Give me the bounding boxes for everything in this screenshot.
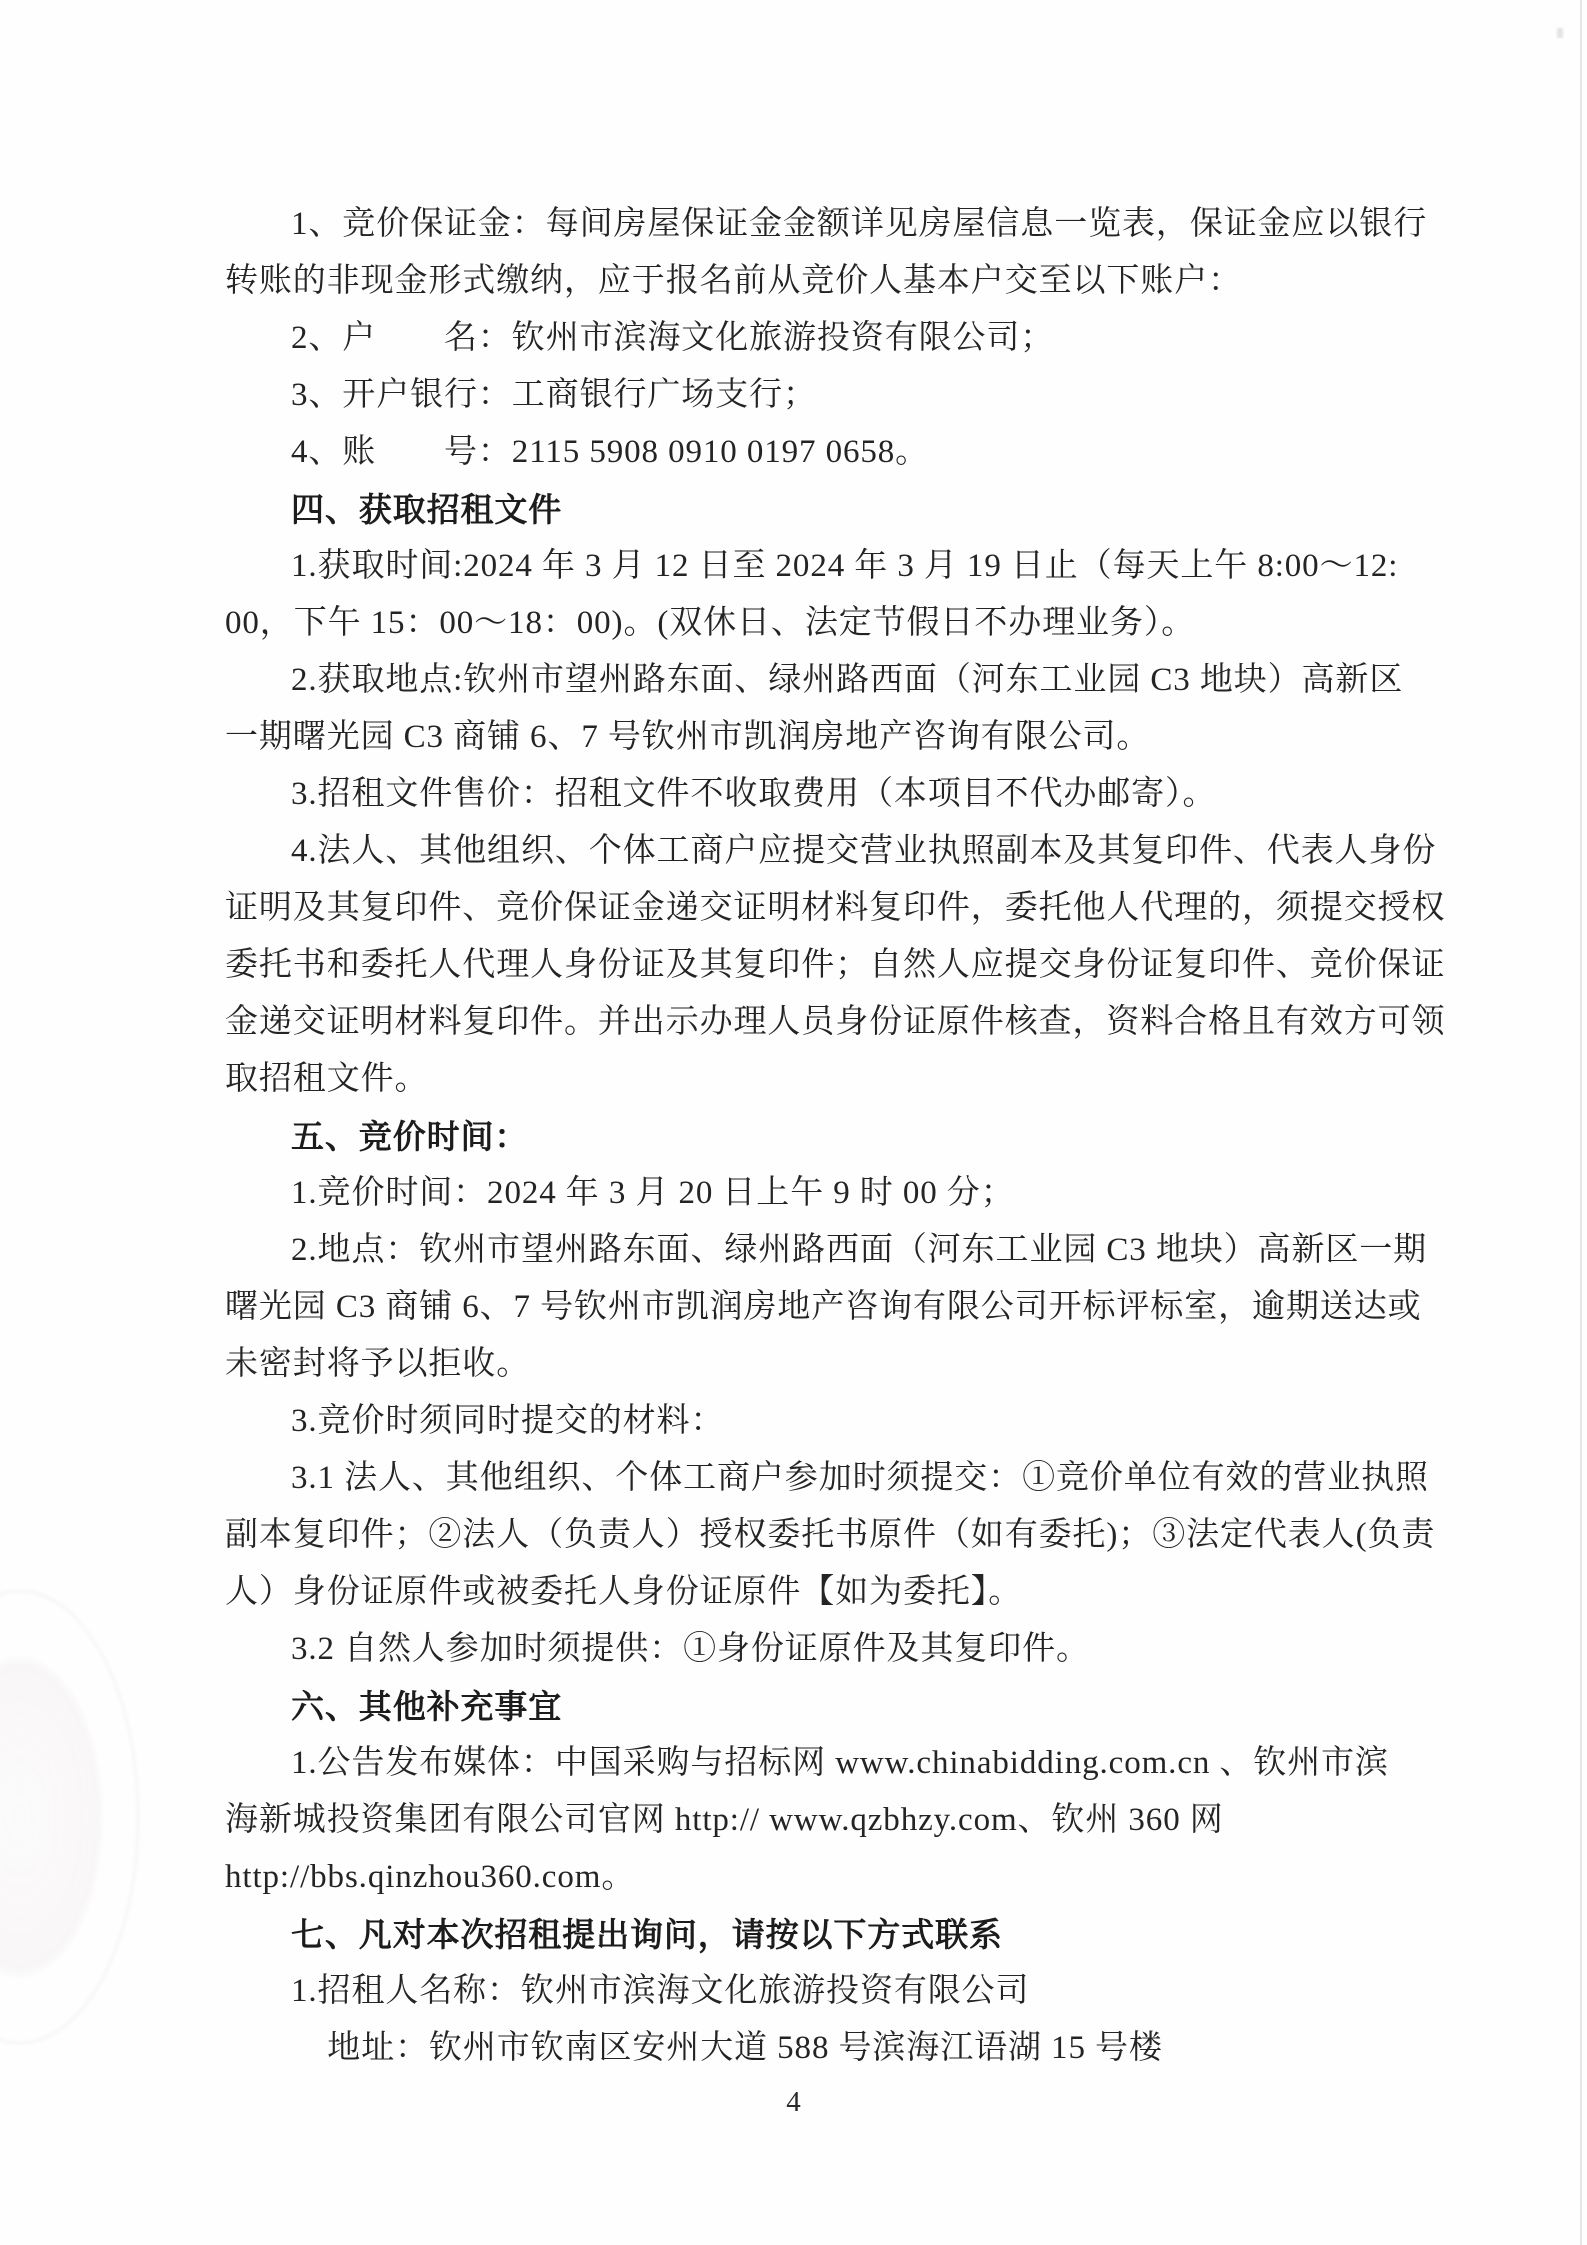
heading-section-five-bidding-time: 五、竞价时间：	[291, 1118, 529, 1155]
para-obtain-location: 2.获取地点:钦州市望州路东面、绿州路西面（河东工业园 C3 地块）高新区 一期曙光园 C3 商铺 6、7 号钦州市凯润房地产咨询有限公司。	[225, 662, 1404, 755]
para-bidding-location: 2.地点：钦州市望州路东面、绿州路西面（河东工业园 C3 地块）高新区一期 曙光园 C3 商铺 6、7 号钦州市凯润房地产咨询有限公司开标评标室，逾期送达或 未密封将予以拒收。	[225, 1232, 1428, 1382]
heading-section-four-obtain-documents: 四、获取招租文件	[291, 491, 563, 528]
faint-seal-watermark	[0, 1590, 139, 2044]
para-document-price: 3.招租文件售价：招租文件不收取费用（本项目不代办邮寄）。	[291, 776, 1217, 812]
para-application-materials: 4.法人、其他组织、个体工商户应提交营业执照副本及其复印件、代表人身份 证明及其复印件、竞价保证金递交证明材料复印件，委托他人代理的，须提交授权 委托书和委托人代理人身份证及其复印件；自然人应提交身份证复印件、竞价保证 金递交证明材料复印件。并出示办理人员身份证原件核查，资料合格且有效方可领 取招租文件。	[225, 833, 1446, 1097]
scan-smudge-artifact	[1557, 28, 1563, 38]
para-submit-materials-intro: 3.竞价时须同时提交的材料：	[291, 1403, 725, 1439]
page-number: 4	[786, 2086, 801, 2118]
para-obtain-time: 1.获取时间:2024 年 3 月 12 日至 2024 年 3 月 19 日止（每天上午 8:00～12: 00，下午 15：00～18：00)。(双休日、法定节假日不办理业务）。	[225, 548, 1399, 641]
document-body	[225, 196, 1478, 2077]
para-account-number: 4、账 号：2115 5908 0910 0197 0658。	[291, 434, 930, 470]
para-account-name: 2、户 名：钦州市滨海文化旅游投资有限公司；	[291, 320, 1055, 356]
para-deposit-bank: 3、开户银行：工商银行广场支行；	[291, 377, 817, 413]
scan-edge-artifact	[1580, 0, 1582, 2245]
heading-section-six-supplementary: 六、其他补充事宜	[291, 1688, 563, 1725]
para-submit-materials-3-1: 3.1 法人、其他组织、个体工商户参加时须提交：①竞价单位有效的营业执照 副本复印件；②法人（负责人）授权委托书原件（如有委托)；③法定代表人(负责 人）身份证原件或被委托人身份证原件【如为委托】。	[225, 1460, 1436, 1610]
para-lessor-name: 1.招租人名称：钦州市滨海文化旅游投资有限公司	[291, 1973, 1030, 2009]
para-submit-materials-3-2: 3.2 自然人参加时须提供：①身份证原件及其复印件。	[291, 1631, 1090, 1667]
para-bid-deposit: 1、竞价保证金：每间房屋保证金金额详见房屋信息一览表，保证金应以银行 转账的非现金形式缴纳，应于报名前从竞价人基本户交至以下账户：	[225, 206, 1428, 299]
para-lessor-address: 地址：钦州市钦南区安州大道 588 号滨海江语湖 15 号楼	[327, 2030, 1163, 2066]
heading-section-seven-contact: 七、凡对本次招租提出询问，请按以下方式联系	[291, 1916, 1003, 1953]
para-announcement-media: 1.公告发布媒体：中国采购与招标网 www.chinabidding.com.cn 、钦州市滨 海新城投资集团有限公司官网 http:// www.qzbhzy.com、钦州 360 网 http://bbs.qinzhou360.com。	[225, 1745, 1389, 1895]
para-bidding-time: 1.竞价时间：2024 年 3 月 20 日上午 9 时 00 分；	[291, 1175, 1015, 1211]
